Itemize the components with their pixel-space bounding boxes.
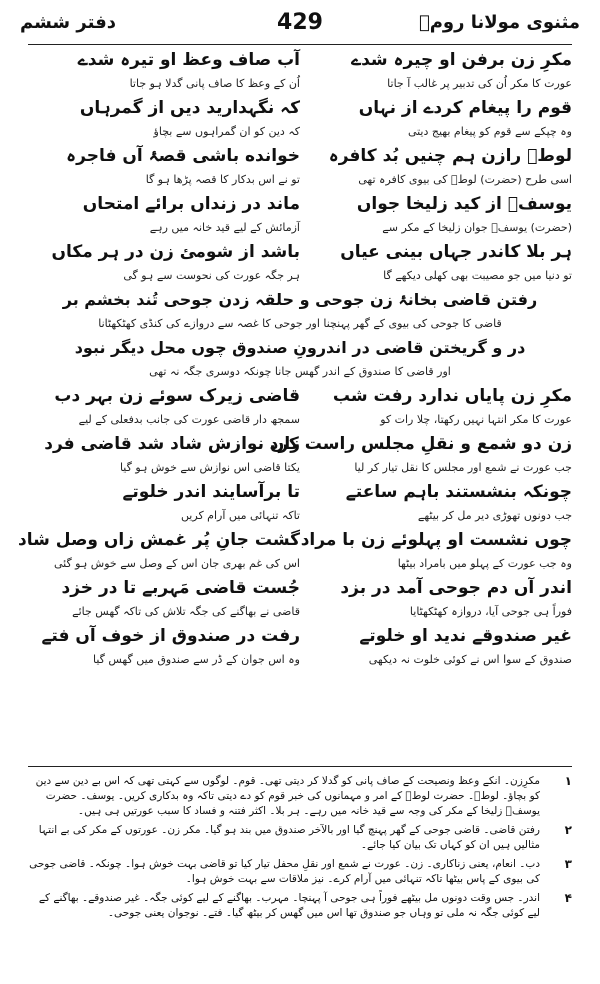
hemistich-left: باشد از شومئ زن در ہر مکاں bbox=[51, 242, 300, 262]
page-number: 429 bbox=[277, 10, 323, 35]
footnote bbox=[28, 857, 572, 887]
volume-title: دفتر ششم bbox=[20, 12, 116, 33]
heading-text: در و گریختن قاضی در اندرونِ صندوق چوں محل دیگر نبود bbox=[74, 338, 526, 357]
heading-translation bbox=[28, 360, 572, 384]
translation-right: جب دونوں تھوڑی دیر مل کر بیٹھے bbox=[417, 509, 572, 522]
translation-right: وہ چپکے سے قوم کو پیغام بھیج دیتی bbox=[407, 125, 572, 138]
translation-line bbox=[28, 72, 572, 96]
footnote-text: مکرِزن۔ انکے وعظ ونصیحت کے صاف پانی کو گدلا کر دیتی تھی۔ قوم۔ لوگوں سے کہتی تھی کہ اس بے دین سے دین کو بچاؤ۔ لوطؑ۔ حضرت لوطؑ کے امر و مہمانوں کی خبر قوم کو دے دیتی تاکہ وہ بدکاری کریں۔ یوسف۔ حضرت یوسفؑ زلیخا کے مکر کی وجہ سے قید خانہ میں رہے۔ ہر بلا۔ اکثر فتنہ و فساد کا سبب عورتیں ہی ہیں۔ bbox=[35, 775, 540, 817]
verse-line bbox=[28, 144, 572, 168]
translation-left: تاکہ تنہائی میں آرام کریں bbox=[180, 509, 300, 522]
translation-line bbox=[28, 264, 572, 288]
translation-left: تو نے اس بدکار کا قصہ پڑھا ہو گا bbox=[145, 173, 300, 186]
translation-right: صندوق کے سوا اس نے کوئی خلوت نہ دیکھی bbox=[368, 653, 572, 666]
translation-line bbox=[28, 600, 572, 624]
translation-left: سمجھ دار قاضی عورت کی جانب بدفعلی کے لیے bbox=[78, 413, 300, 426]
translation-right: فوراً ہی جوحی آیا، دروازہ کھٹکھٹایا bbox=[409, 605, 572, 618]
hemistich-left: خوانده باشی قصۂ آں فاجرہ bbox=[66, 146, 300, 166]
footnote-text: رفتن قاضی۔ قاضی جوحی کے گھر پہنچ گیا اور بالآخر صندوق میں بند ہو گیا۔ مکر زن۔ عورتوں کے مکر کی بے انتہا مثالیں ہیں ان کو کہاں تک بیان کیا جائے۔ bbox=[38, 824, 540, 851]
verse-line bbox=[28, 240, 572, 264]
hemistich-right: زن دو شمع و نقلِ مجلس راست کرد bbox=[269, 434, 572, 454]
translation-line bbox=[28, 504, 572, 528]
footnote-marker: ۴ bbox=[564, 891, 572, 905]
hemistich-right: قوم را پیغام کردے از نہاں bbox=[358, 98, 572, 118]
translation-line bbox=[28, 120, 572, 144]
verse-line bbox=[28, 576, 572, 600]
hemistich-left: زاں نوازش شاد شد قاضی فرد bbox=[44, 434, 300, 454]
translation-right: تو دنیا میں جو مصیبت بھی کھلی دیکھے گا bbox=[383, 269, 572, 282]
poem-body bbox=[18, 48, 572, 672]
hemistich-left: رفت در صندوق از خوف آں فتے bbox=[41, 626, 300, 646]
translation-right: اسی طرح (حضرت) لوطؑ کی بیوی کافرہ تھی bbox=[358, 173, 572, 186]
verse-line bbox=[28, 432, 572, 456]
translation-left: کہ دین کو ان گمراہوں سے بچاؤ bbox=[153, 125, 300, 138]
footnote bbox=[28, 891, 572, 921]
hemistich-right: مکرِ زن پایاں ندارد رفت شب bbox=[332, 386, 572, 406]
footnote bbox=[28, 823, 572, 853]
footnote-text: اندر۔ جس وقت دونوں مل بیٹھے فوراً ہی جوحی آ پہنچا۔ مہرب۔ بھاگنے کے لیے کوئی جگہ۔ غیر صندوقے۔ بھاگنے کے لیے کوئی جگہ نہ ملی تو وہاں جو صندوق تھا اس میں گھس کر بیٹھ گیا۔ فتے۔ نوجوان یعنی جوحی۔ bbox=[38, 892, 540, 919]
translation-left: یکتا قاضی اس نوازش سے خوش ہو گیا bbox=[119, 461, 300, 474]
hemistich-left: آب صاف وعظ او تیرہ شدے bbox=[77, 50, 300, 70]
hemistich-right: اندر آں دم جوحی آمد در بزد bbox=[340, 578, 572, 598]
translation-left: وہ اس جوان کے ڈر سے صندوق میں گھس گیا bbox=[93, 653, 300, 666]
hemistich-right: چوں نشست او پہلوئے زن با مراد bbox=[300, 530, 572, 550]
section-heading bbox=[28, 288, 572, 312]
hemistich-left: ماند در زنداں برائے امتحاں bbox=[82, 194, 300, 214]
footnote-marker: ۱ bbox=[564, 774, 572, 788]
verse-line bbox=[28, 48, 572, 72]
hemistich-left: تا برآسایند اندر خلوتے bbox=[122, 482, 300, 502]
verse-line bbox=[28, 480, 572, 504]
hemistich-right: لوطؑ رازن ہم چنیں بُد کافرہ bbox=[328, 146, 572, 166]
verse-line bbox=[28, 384, 572, 408]
hemistich-left: جُست قاضی مَہربے تا در خزد bbox=[61, 578, 300, 598]
translation-right: عورت کا مکر انتہا نہیں رکھتا، چلا رات کو bbox=[380, 413, 572, 426]
page-header bbox=[20, 8, 580, 42]
translation-left: ہر جگہ عورت کی نحوست سے ہو گی bbox=[123, 269, 300, 282]
verse-line bbox=[28, 624, 572, 648]
translation-right: وہ جب عورت کے پہلو میں بامراد بیٹھا bbox=[397, 557, 572, 570]
footnotes bbox=[28, 774, 572, 925]
footnote-text: دب۔ انعام، یعنی زناکاری۔ زن۔ عورت نے شمع اور نقلِ محفل تیار کیا تو قاضی بہت خوش ہوا۔ چونکہ۔ قاضی جوحی کی بیوی کے پاس بیٹھا تاکہ تنہائی میں آرام کرے۔ نیز ملاقات سے بہت خوش ہوا۔ bbox=[29, 858, 540, 885]
translation-line bbox=[28, 648, 572, 672]
book-title: مثنوی مولانا رومؒ bbox=[418, 12, 580, 33]
hemistich-right: ہر بلا کاندر جہاں بینی عیاں bbox=[340, 242, 572, 262]
hemistich-left: گشت جانِ پُر غمش زاں وصل شاد bbox=[18, 530, 300, 550]
translation-line bbox=[28, 408, 572, 432]
footnote-marker: ۲ bbox=[564, 823, 572, 837]
hemistich-left: قاضی زیرک سوئے زن بہر دب bbox=[54, 386, 300, 406]
translation-line bbox=[28, 456, 572, 480]
hemistich-right: مکرِ زن برفن او چیرہ شدے bbox=[351, 50, 572, 70]
footnote bbox=[28, 774, 572, 819]
translation-line bbox=[28, 168, 572, 192]
footnote-rule bbox=[28, 766, 572, 767]
translation-line bbox=[28, 552, 572, 576]
heading-translation-text: قاضی کا جوحی کی بیوی کے گھر پہنچنا اور جوحی کا غصہ سے دروازے کی کنڈی کھٹکھٹانا bbox=[98, 317, 502, 330]
hemistich-right: چونکہ بنشستند باہم ساعتے bbox=[345, 482, 572, 502]
heading-translation bbox=[28, 312, 572, 336]
translation-right: (حضرت) یوسفؑ جوان زلیخا کے مکر سے bbox=[382, 221, 572, 234]
hemistich-right: یوسفؑ از کید زلیخا جواں bbox=[356, 194, 572, 214]
section-heading bbox=[28, 336, 572, 360]
translation-left: اس کی غم بھری جان اس کے وصل سے خوش ہو گئی bbox=[53, 557, 300, 570]
hemistich-left: کہ نگہدارید دیں از گمرہاں bbox=[79, 98, 300, 118]
translation-right: جب عورت نے شمع اور مجلس کا نقل تیار کر لیا bbox=[354, 461, 572, 474]
verse-line bbox=[28, 96, 572, 120]
translation-left: اُن کے وعظ کا صاف پانی گدلا ہو جاتا bbox=[129, 77, 300, 90]
header-rule bbox=[28, 44, 572, 45]
footnote-marker: ۳ bbox=[564, 857, 572, 871]
hemistich-right: غیر صندوقے ندید او خلوتے bbox=[359, 626, 572, 646]
translation-left: قاضی نے بھاگنے کی جگہ تلاش کی تاکہ گھس جائے bbox=[72, 605, 300, 618]
heading-text: رفتن قاضی بخانۂ زن جوحی و حلقہ زدن جوحی تُند بخشم بر bbox=[62, 290, 538, 309]
translation-left: آزمائش کے لیے قید خانہ میں رہے bbox=[149, 221, 300, 234]
translation-line bbox=[28, 216, 572, 240]
translation-right: عورت کا مکر اُن کی تدبیر پر غالب آ جاتا bbox=[387, 77, 572, 90]
verse-line bbox=[18, 528, 572, 552]
heading-translation-text: اور قاضی کا صندوق کے اندر گھس جانا چونکہ دوسری جگہ نہ تھی bbox=[149, 365, 451, 378]
verse-line bbox=[28, 192, 572, 216]
